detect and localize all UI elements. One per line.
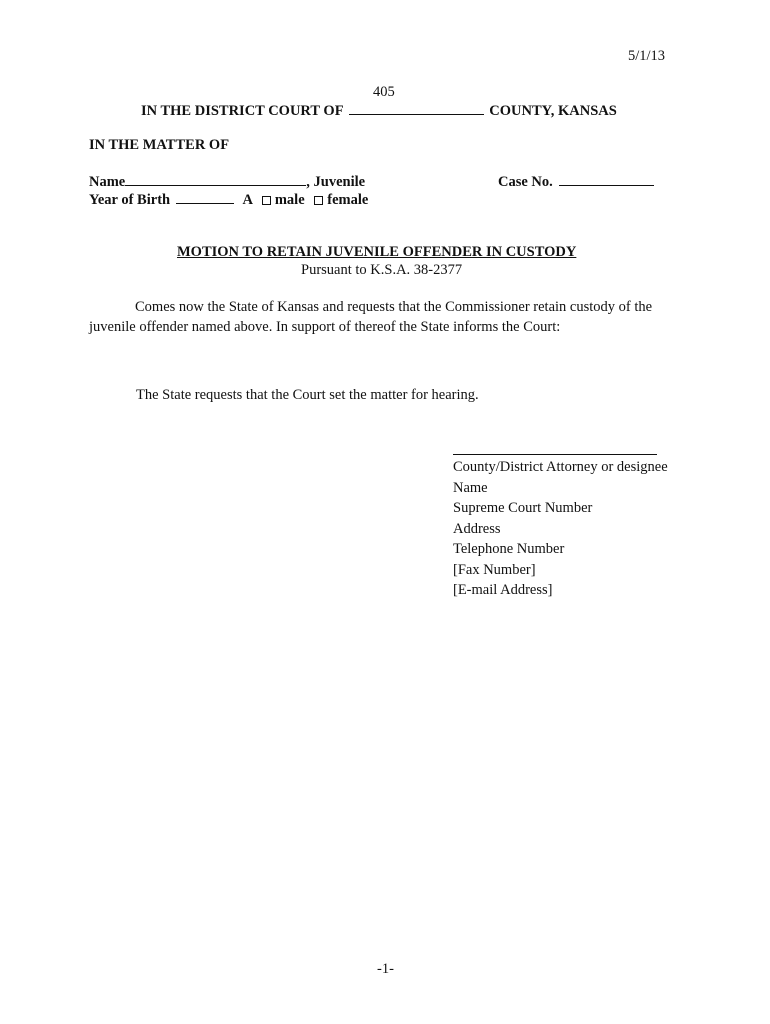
signature-line[interactable] [453,454,657,455]
page-number: -1- [377,961,394,977]
signature-telephone: Telephone Number [453,541,565,557]
matter-heading: IN THE MATTER OF [89,137,230,153]
male-label: male [274,192,305,208]
revision-date: 5/1/13 [628,48,666,64]
court-suffix: COUNTY, KANSAS [489,103,617,119]
motion-paragraph [89,297,679,337]
motion-subtitle: Pursuant to K.S.A. 38-2377 [301,262,463,278]
case-number-blank[interactable] [559,173,654,186]
signature-fax: [Fax Number] [453,561,536,578]
court-heading [141,102,617,120]
yob-blank[interactable] [176,191,234,204]
name-label: Name [89,174,126,190]
form-number: 405 [373,84,395,100]
county-blank[interactable] [349,102,484,115]
female-label: female [327,192,369,208]
yob-label: Year of Birth [89,192,171,208]
name-blank[interactable] [125,173,306,186]
signature-email: [E-mail Address] [453,582,553,598]
signature-court-number: Supreme Court Number [453,500,593,516]
year-of-birth-line [89,191,368,209]
motion-paragraph-text: Comes now the State of Kansas and requests that the Commissioner retain custody of the juvenile offender named above. In support of thereof the State informs the Court: [89,299,653,335]
hearing-request: The State requests that the Court set the matter for hearing. [136,387,479,403]
case-number-line [498,173,654,191]
juvenile-label: , Juvenile [306,174,366,190]
a-label: A [242,192,253,208]
signature-title: County/District Attorney or designee [453,459,668,475]
court-prefix: IN THE DISTRICT COURT OF [141,103,344,119]
signature-block [453,457,668,601]
name-line [89,173,365,191]
signature-address: Address [453,520,501,537]
male-checkbox[interactable] [262,196,271,205]
motion-title: MOTION TO RETAIN JUVENILE OFFENDER IN CUSTODY [177,244,577,260]
female-checkbox[interactable] [314,196,323,205]
signature-name: Name [453,479,488,496]
case-label: Case No. [498,174,553,190]
